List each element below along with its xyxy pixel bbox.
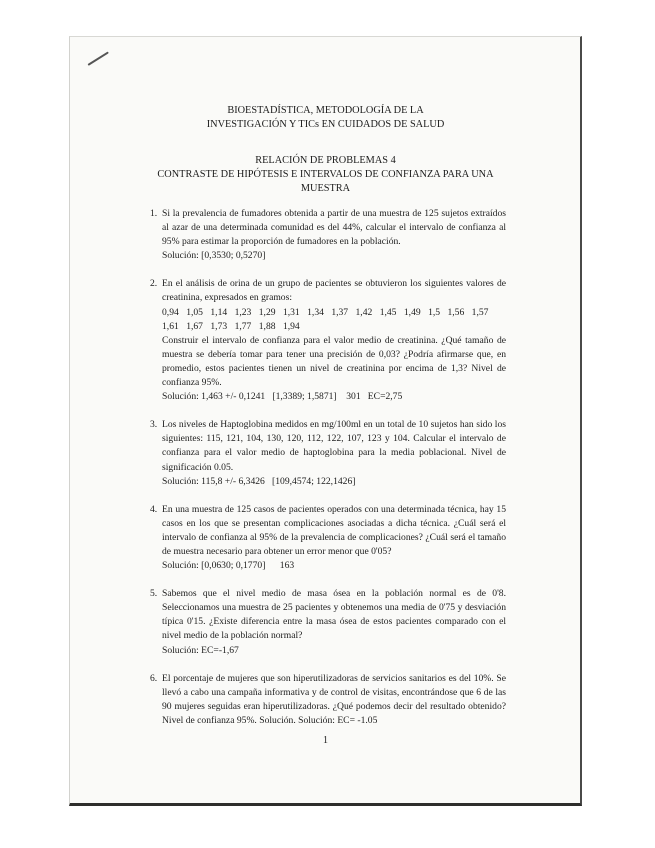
problem-text: Si la prevalencia de fumadores obtenida a partir de una muestra de 125 sujetos extraídos al azar de una determinada comunidad es del 44%, calcular el intervalo de confianza al 95% para estimar la proporción de fumadores en la población. (162, 208, 506, 248)
problem-solution: Solución: EC=-1,67 (162, 644, 239, 656)
title-line-2: INVESTIGACIÓN Y TICs EN CUIDADOS DE SALUD (206, 119, 445, 130)
document-subtitle (69, 154, 582, 196)
problem-text: Los niveles de Haptoglobina medidos en mg/100ml en un total de 10 sujetos han sido los siguientes: 115, 121, 104, 130, 120, 112, 122, 107, 123 y 104. Calcular el intervalo de confianza para el valor medio de haptoglobina para la media poblacional. Nivel de significación 0.05. (162, 419, 506, 473)
creatinine-values-line-2: 1,61 1,67 1,73 1,77 1,88 1,94 (162, 320, 300, 332)
problem-solution: Solución: [0,3530; 0,5270] (162, 250, 266, 262)
problem-3 (150, 418, 506, 488)
problem-question: Construir el intervalo de confianza para el valor medio de creatinina. ¿Qué tamaño de muestra se debería tomar para tener una precisión de 0,03? ¿Podría afirmarse que, en promedio, estos pacientes tienen un nivel de creatinina por encima de 1,3? Nivel de confianza 95%. (162, 334, 506, 389)
title-line-1: BIOESTADÍSTICA, METODOLOGÍA DE LA (227, 105, 424, 116)
problem-1 (150, 207, 506, 263)
problem-number: 5. (150, 588, 158, 600)
problem-5 (150, 587, 506, 657)
problem-text: El porcentaje de mujeres que son hiperutilizadoras de servicios sanitarios es del 10%. Se llevó a cabo una campaña informativa y de control de visitas, encontrándose que 6 de las 90 mujeres seguidas eran hiperutilizadoras. ¿Qué podemos decir del resultado obtenido? Nivel de confianza 95%. Solución. Solución: EC= -1.05 (162, 672, 506, 726)
problem-number: 4. (150, 503, 158, 515)
subtitle-line-3: MUESTRA (300, 183, 351, 194)
problem-number: 1. (150, 208, 158, 219)
problem-number: 3. (150, 419, 158, 431)
page-number: 1 (323, 735, 328, 746)
problem-solution: Solución: 1,463 +/- 0,1241 [1,3389; 1,5871] 301 EC=2,75 (162, 391, 403, 403)
subtitle-line-2: CONTRASTE DE HIPÓTESIS E INTERVALOS DE CONFIANZA PARA UNA (157, 169, 494, 180)
creatinine-values-line-1: 0,94 1,05 1,14 1,23 1,29 1,31 1,34 1,37 1,42 1,45 1,49 1,5 1,56 1,57 (162, 306, 489, 318)
problem-number: 6. (150, 672, 158, 684)
document-title (69, 104, 582, 132)
problem-solution: Solución: 115,8 +/- 6,3426 [109,4574; 122,1426] (162, 475, 356, 487)
problem-solution: Solución: [0,0630; 0,1770] 163 (162, 560, 295, 572)
problem-text: Sabemos que el nivel medio de masa ósea en la población normal es de 0'8. Seleccionamos una muestra de 25 pacientes y obtenemos una media de 0'75 y desviación típica 0'15. ¿Existe diferencia entre la masa ósea de estos pacientes comparado con el nivel medio de la población normal? (162, 588, 506, 642)
problem-number: 2. (150, 278, 158, 290)
problem-text: En el análisis de orina de un grupo de pacientes se obtuvieron los siguientes valores de creatinina, expresados en gramos: (162, 278, 506, 304)
problem-2 (150, 277, 506, 404)
problem-text: En una muestra de 125 casos de pacientes operados con una determinada técnica, hay 15 casos en los que se presentan complicaciones asociadas a dicha técnica. ¿Cuál será el intervalo de confianza al 95% de la prevalencia de complicaciones? ¿Cuál será el tamaño de muestra necesario para obtener un error menor que 0'05? (162, 503, 506, 557)
subtitle-line-1: RELACIÓN DE PROBLEMAS 4 (255, 155, 396, 166)
problem-6 (150, 672, 506, 728)
problem-list (150, 207, 506, 742)
problem-4 (150, 503, 506, 573)
